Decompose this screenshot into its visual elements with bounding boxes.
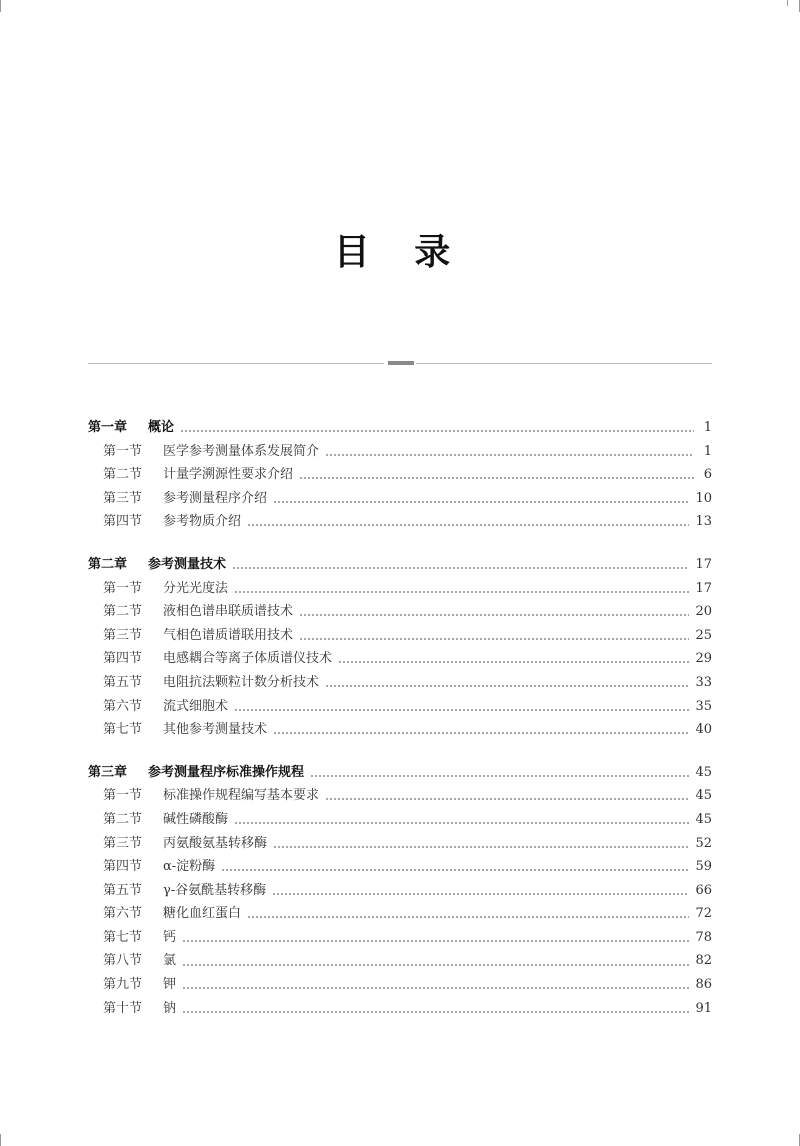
section-title: 糖化血红蛋白 (163, 906, 242, 922)
page-number: 45 (695, 811, 712, 827)
dot-leader (182, 1010, 689, 1013)
page-number: 17 (695, 556, 712, 572)
page-number: 35 (695, 698, 712, 714)
toc-section-row[interactable] (88, 855, 712, 879)
page-number: 1 (703, 443, 712, 459)
section-title: 标准操作规程编写基本要求 (163, 788, 320, 804)
dot-leader (221, 869, 689, 872)
dot-leader (182, 963, 689, 966)
toc-section-row[interactable] (88, 510, 712, 534)
page-number: 20 (695, 604, 712, 620)
toc-section-row[interactable] (88, 879, 712, 903)
page-number: 59 (695, 859, 712, 875)
divider-ornament (388, 361, 414, 365)
dot-leader (234, 708, 689, 711)
crop-mark-top-left (0, 0, 1, 12)
toc-section-row[interactable] (88, 949, 712, 973)
section-number: 第四节 (103, 514, 143, 530)
chapter-number: 第二章 (88, 556, 128, 572)
section-number: 第一节 (103, 580, 143, 596)
section-title: 电感耦合等离子体质谱仪技术 (163, 651, 333, 667)
section-number: 第十节 (103, 1000, 143, 1016)
page-number: 45 (695, 764, 712, 780)
section-number: 第七节 (103, 722, 143, 738)
dot-leader (182, 987, 689, 990)
toc-section-row[interactable] (88, 577, 712, 601)
dot-leader (325, 685, 689, 688)
dot-leader (299, 614, 689, 617)
section-number: 第一节 (103, 443, 143, 459)
chapter-block (88, 553, 712, 742)
page-number: 45 (695, 788, 712, 804)
dot-leader (232, 567, 689, 570)
page-number: 13 (695, 514, 712, 530)
section-number: 第七节 (103, 929, 143, 945)
chapter-number: 第一章 (88, 420, 128, 435)
chapter-block (88, 761, 712, 1021)
page-number: 10 (695, 490, 712, 506)
section-title: 钙 (163, 929, 177, 945)
page-number: 29 (695, 651, 712, 667)
page-number: 78 (695, 929, 712, 945)
toc-chapter-row[interactable] (88, 553, 712, 577)
section-number: 第六节 (103, 906, 143, 922)
divider-left (88, 363, 384, 364)
chapter-number: 第三章 (88, 764, 128, 780)
toc-section-row[interactable] (88, 973, 712, 997)
section-number: 第一节 (103, 788, 143, 804)
chapter-title: 概论 (148, 420, 175, 435)
section-title: 参考测量程序介绍 (163, 490, 268, 506)
dot-leader (247, 524, 689, 527)
section-title: 计量学溯源性要求介绍 (163, 467, 294, 483)
section-title: 医学参考测量体系发展简介 (163, 443, 320, 459)
page-number: 52 (695, 835, 712, 851)
section-number: 第八节 (103, 953, 143, 969)
section-number: 第五节 (103, 674, 143, 690)
section-number: 第四节 (103, 651, 143, 667)
dot-leader (299, 637, 689, 640)
dot-leader (338, 661, 689, 664)
section-number: 第四节 (103, 859, 143, 875)
chapter-title: 参考测量技术 (148, 556, 227, 572)
page-number: 17 (695, 580, 712, 596)
section-title: 丙氨酸氨基转移酶 (163, 835, 268, 851)
toc-section-row[interactable] (88, 902, 712, 926)
toc-section-row[interactable] (88, 832, 712, 856)
dot-leader (247, 916, 689, 919)
page-number: 33 (695, 674, 712, 690)
toc-section-row[interactable] (88, 600, 712, 624)
section-title: 钠 (163, 1000, 177, 1016)
page-number: 1 (703, 420, 712, 435)
dot-leader (273, 732, 689, 735)
section-title: 其他参考测量技术 (163, 722, 268, 738)
section-title: 气相色谱质谱联用技术 (163, 627, 294, 643)
dot-leader (310, 774, 689, 777)
toc-chapter-row[interactable] (88, 416, 712, 440)
chapter-title: 参考测量程序标准操作规程 (148, 764, 305, 780)
toc-section-row[interactable] (88, 487, 712, 511)
section-number: 第二节 (103, 811, 143, 827)
dot-leader (273, 500, 689, 503)
section-number: 第二节 (103, 467, 143, 483)
page-number: 82 (695, 953, 712, 969)
section-number: 第三节 (103, 627, 143, 643)
section-title: 电阻抗法颗粒计数分析技术 (163, 674, 320, 690)
section-title: 碱性磷酸酶 (163, 811, 229, 827)
page-number: 86 (695, 977, 712, 993)
divider-right (416, 363, 712, 364)
section-number: 第九节 (103, 977, 143, 993)
dot-leader (234, 822, 689, 825)
toc-section-row[interactable] (88, 997, 712, 1021)
toc-section-row[interactable] (88, 463, 712, 487)
dot-leader (325, 798, 689, 801)
page-number: 25 (695, 627, 712, 643)
toc-section-row[interactable] (88, 671, 712, 695)
toc-section-row[interactable] (88, 784, 712, 808)
section-number: 第五节 (103, 882, 143, 898)
dot-leader (182, 939, 689, 942)
toc-section-row[interactable] (88, 808, 712, 832)
section-title: 流式细胞术 (163, 698, 229, 714)
section-number: 第三节 (103, 490, 143, 506)
dot-leader (325, 453, 694, 456)
section-title: 参考物质介绍 (163, 514, 242, 530)
section-number: 第二节 (103, 604, 143, 620)
section-title: 分光光度法 (163, 580, 229, 596)
page-number: 91 (695, 1000, 712, 1016)
crop-mark-bottom-left (0, 1134, 1, 1146)
crop-mark-top-right-inner (787, 0, 788, 6)
toc-section-row[interactable] (88, 440, 712, 464)
dot-leader (180, 430, 694, 433)
section-title: α-淀粉酶 (163, 859, 216, 875)
page-number: 66 (695, 882, 712, 898)
section-title: 钾 (163, 977, 177, 993)
page-title: 目 录 (333, 232, 467, 273)
dot-leader (299, 477, 694, 480)
page-number: 6 (703, 467, 712, 483)
toc-section-row[interactable] (88, 718, 712, 742)
section-number: 第三节 (103, 835, 143, 851)
chapter-block (88, 416, 712, 534)
table-of-contents (88, 416, 712, 1039)
toc-chapter-row[interactable] (88, 761, 712, 785)
toc-section-row[interactable] (88, 624, 712, 648)
toc-section-row[interactable] (88, 926, 712, 950)
page-number: 72 (695, 906, 712, 922)
page-number: 40 (695, 722, 712, 738)
section-title: γ-谷氨酰基转移酶 (163, 882, 267, 898)
toc-section-row[interactable] (88, 647, 712, 671)
dot-leader (272, 892, 689, 895)
dot-leader (234, 590, 689, 593)
section-number: 第六节 (103, 698, 143, 714)
dot-leader (273, 845, 689, 848)
section-title: 液相色谱串联质谱技术 (163, 604, 294, 620)
section-title: 氯 (163, 953, 177, 969)
toc-section-row[interactable] (88, 695, 712, 719)
